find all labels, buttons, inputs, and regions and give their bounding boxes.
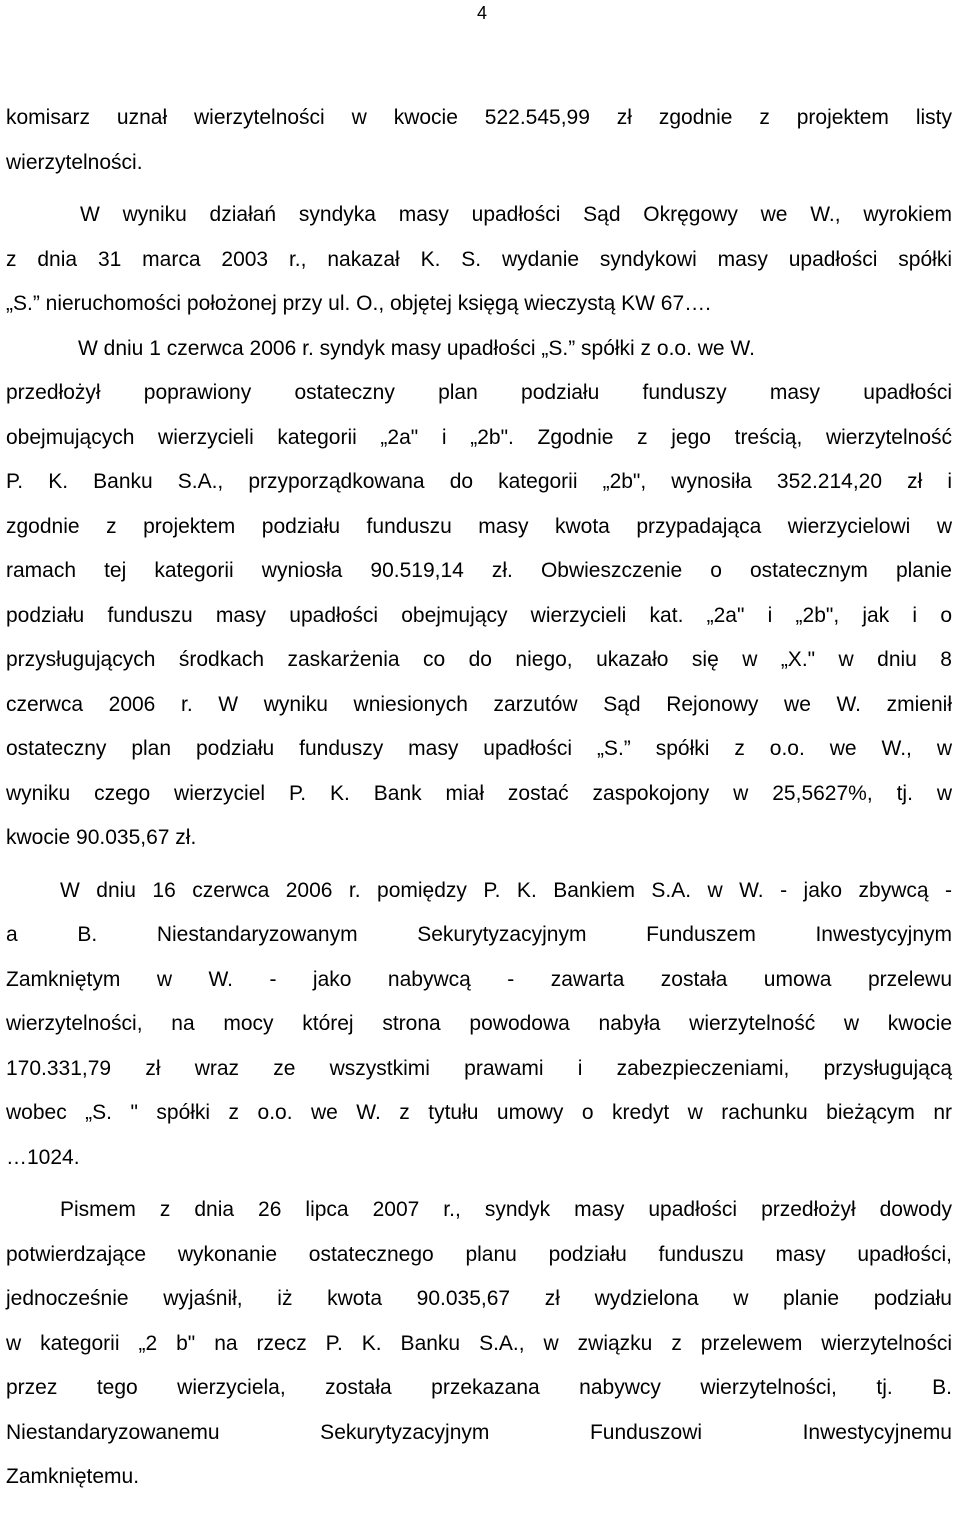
paragraph-5-line-4: w kategorii „2 b" na rzecz P. K. Banku S.A., w związku z przelewem wierzytelności <box>6 1331 952 1355</box>
paragraph-5-line-6: Niestandaryzowanemu Sekurytyzacyjnym Funduszowi Inwestycyjnemu <box>6 1420 952 1444</box>
paragraph-1-line-1: komisarz uznał wierzytelności w kwocie 522.545,99 zł zgodnie z projektem listy <box>6 106 952 129</box>
paragraph-5-line-2: potwierdzające wykonanie ostatecznego planu podziału funduszu masy upadłości, <box>6 1242 952 1266</box>
paragraph-4-line-6: wobec „S. " spółki z o.o. we W. z tytułu umowy o kredyt w rachunku bieżącym nr <box>6 1101 952 1124</box>
paragraph-5-line-7: Zamkniętemu. <box>6 1465 140 1488</box>
paragraph-3-line-4: P. K. Banku S.A., przyporządkowana do kategorii „2b", wynosiła 352.214,20 zł i <box>6 470 952 493</box>
paragraph-5-line-3: jednocześnie wyjaśnił, iż kwota 90.035,67 zł wydzielona w planie podziału <box>6 1287 952 1310</box>
paragraph-4-line-1: W dniu 16 czerwca 2006 r. pomiędzy P. K. Bankiem S.A. w W. - jako zbywcą - <box>60 878 952 902</box>
paragraph-4-line-4: wierzytelności, na mocy której strona powodowa nabyła wierzytelność w kwocie <box>6 1012 952 1035</box>
paragraph-3-line-2: przedłożył poprawiony ostateczny plan podziału funduszy masy upadłości <box>6 381 952 404</box>
paragraph-3-line-12: kwocie 90.035,67 zł. <box>6 826 197 849</box>
paragraph-3-line-1: W dniu 1 czerwca 2006 r. syndyk masy upadłości „S.” spółki z o.o. we W. <box>78 336 755 360</box>
paragraph-3-line-5: zgodnie z projektem podziału funduszu masy kwota przypadająca wierzycielowi w <box>6 514 952 538</box>
paragraph-2-line-1: W wyniku działań syndyka masy upadłości Sąd Okręgowy we W., wyrokiem <box>80 203 952 226</box>
paragraph-4-line-7: …1024. <box>6 1145 80 1169</box>
paragraph-3-line-3: obejmujących wierzycieli kategorii „2a" i „2b". Zgodnie z jego treścią, wierzytelność <box>6 425 952 449</box>
paragraph-3-line-7: podziału funduszu masy upadłości obejmujący wierzycieli kat. „2a" i „2b", jak i o <box>6 603 952 627</box>
paragraph-3-line-10: ostateczny plan podziału funduszy masy upadłości „S.” spółki z o.o. we W., w <box>6 737 952 760</box>
document-body <box>0 96 960 1500</box>
paragraph-4-line-2: a B. Niestandaryzowanym Sekurytyzacyjnym Funduszem Inwestycyjnym <box>6 923 952 946</box>
paragraph-4-line-3: Zamkniętym w W. - jako nabywcą - zawarta została umowa przelewu <box>6 967 952 991</box>
page-number: 4 <box>476 3 487 23</box>
paragraph-3-line-9: czerwca 2006 r. W wyniku wniesionych zarzutów Sąd Rejonowy we W. zmienił <box>6 692 952 716</box>
paragraph-1-line-2: wierzytelności. <box>6 150 143 174</box>
paragraph-5-line-5: przez tego wierzyciela, została przekazana nabywcy wierzytelności, tj. B. <box>6 1376 952 1399</box>
paragraph-4-line-5: 170.331,79 zł wraz ze wszystkimi prawami i zabezpieczeniami, przysługującą <box>6 1056 952 1080</box>
paragraph-2-line-2: z dnia 31 marca 2003 r., nakazał K. S. wydanie syndykowi masy upadłości spółki <box>6 247 952 271</box>
paragraph-3-line-8: przysługujących środkach zaskarżenia co do niego, ukazało się w „X." w dniu 8 <box>6 648 952 671</box>
paragraph-5-line-1: Pismem z dnia 26 lipca 2007 r., syndyk masy upadłości przedłożył dowody <box>60 1198 952 1221</box>
paragraph-3-line-11: wyniku czego wierzyciel P. K. Bank miał zostać zaspokojony w 25,5627%, tj. w <box>6 781 952 805</box>
paragraph-3-line-6: ramach tej kategorii wyniosła 90.519,14 zł. Obwieszczenie o ostatecznym planie <box>6 559 952 582</box>
paragraph-2-line-3: „S.” nieruchomości położonej przy ul. O., objętej księgą wieczystą KW 67…. <box>6 292 711 315</box>
